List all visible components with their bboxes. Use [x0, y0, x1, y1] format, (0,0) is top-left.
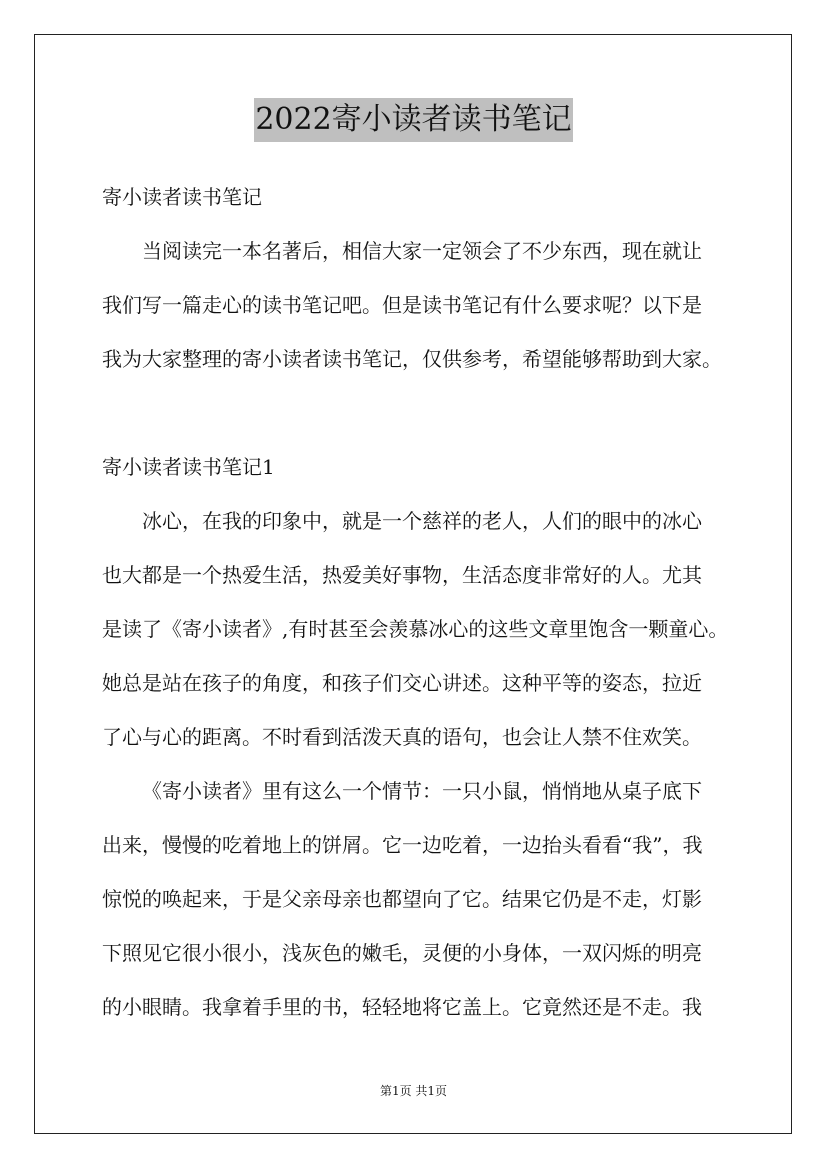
page-footer: 第1页 共1页 — [379, 1084, 448, 1098]
paragraph-line: 《寄小读者》里有这么一个情节：一只小鼠，悄悄地从桌子底下 — [142, 779, 702, 803]
paragraph-line: 出来，慢慢的吃着地上的饼屑。它一边吃着，一边抬头看看“我”，我 — [102, 833, 703, 857]
section-heading: 寄小读者读书笔记1 — [102, 455, 275, 479]
paragraph-line: 惊悦的唤起来，于是父亲母亲也都望向了它。结果它仍是不走，灯影 — [102, 887, 702, 911]
intro-line: 我为大家整理的寄小读者读书笔记，仅供参考，希望能够帮助到大家。 — [102, 347, 722, 371]
intro-line: 当阅读完一本名著后，相信大家一定领会了不少东西，现在就让 — [142, 239, 702, 263]
paragraph-line: 的小眼睛。我拿着手里的书，轻轻地将它盖上。它竟然还是不走。我 — [102, 995, 702, 1019]
subtitle: 寄小读者读书笔记 — [102, 185, 262, 209]
paragraph-line: 是读了《寄小读者》,有时甚至会羡慕冰心的这些文章里饱含一颗童心。 — [102, 617, 729, 641]
document-body — [102, 170, 732, 1034]
document-title[interactable]: 2022寄小读者读书笔记 — [254, 98, 572, 142]
paragraph-line: 也大都是一个热爱生活，热爱美好事物，生活态度非常好的人。尤其 — [102, 563, 702, 587]
paragraph-line: 下照见它很小很小，浅灰色的嫩毛，灵便的小身体，一双闪烁的明亮 — [102, 941, 702, 965]
paragraph-line: 她总是站在孩子的角度，和孩子们交心讲述。这种平等的姿态，拉近 — [102, 671, 702, 695]
paragraph-line: 冰心，在我的印象中，就是一个慈祥的老人，人们的眼中的冰心 — [142, 509, 702, 533]
intro-line: 我们写一篇走心的读书笔记吧。但是读书笔记有什么要求呢？以下是 — [102, 293, 702, 317]
title-container — [0, 98, 827, 142]
paragraph-gap — [102, 386, 732, 440]
paragraph-line: 了心与心的距离。不时看到活泼天真的语句，也会让人禁不住欢笑。 — [102, 725, 702, 749]
